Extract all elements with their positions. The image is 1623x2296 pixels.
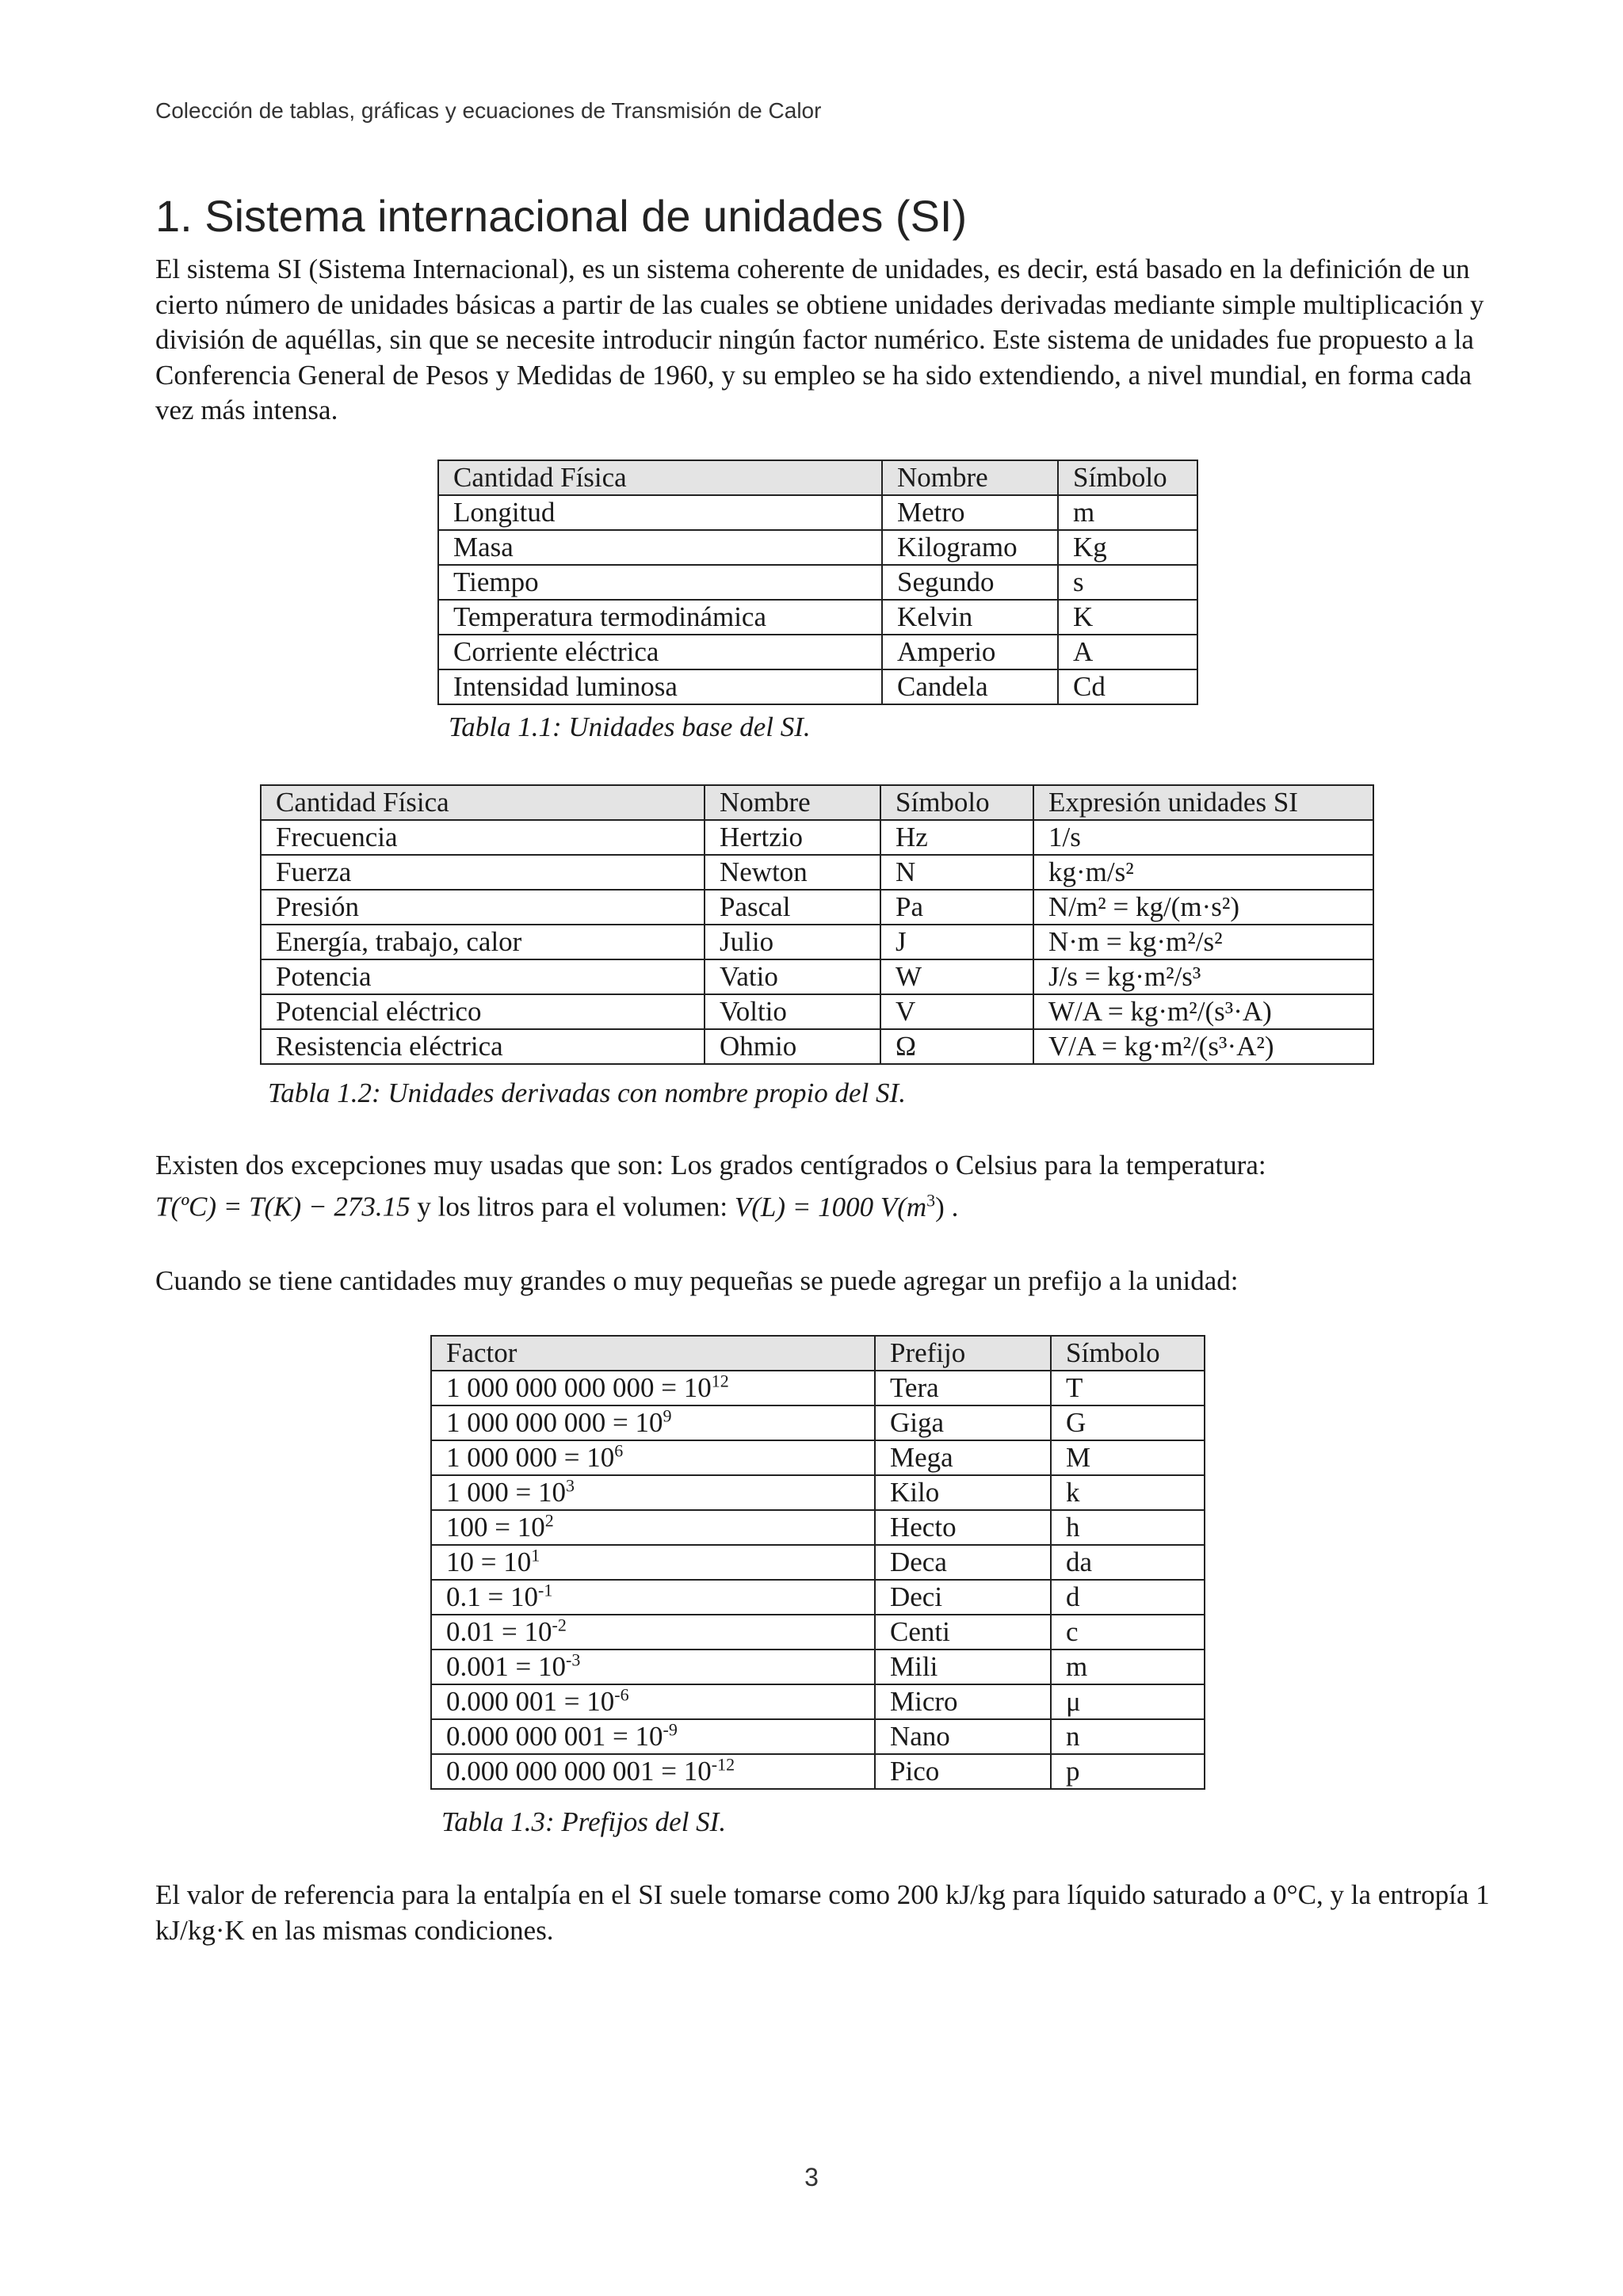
factor-base: 0.000 000 000 001 = 10 xyxy=(446,1756,712,1787)
factor-base: 1 000 000 000 000 = 10 xyxy=(446,1372,712,1403)
symbol-cell: M xyxy=(1051,1440,1205,1475)
table-header-row xyxy=(438,460,1197,495)
symbol-cell: Kg xyxy=(1058,530,1197,565)
factor-cell xyxy=(431,1475,875,1510)
column-header: Expresión unidades SI xyxy=(1033,785,1373,820)
factor-cell xyxy=(431,1684,875,1719)
name-cell: Voltio xyxy=(705,994,880,1029)
table-row xyxy=(261,925,1373,959)
factor-exponent: 12 xyxy=(711,1371,729,1391)
factor-base: 10 = 10 xyxy=(446,1547,532,1577)
quantity-cell: Tiempo xyxy=(438,565,882,600)
table-row xyxy=(438,600,1197,635)
table-row xyxy=(431,1440,1205,1475)
factor-base: 1 000 000 000 = 10 xyxy=(446,1407,663,1438)
prefix-cell: Kilo xyxy=(875,1475,1051,1510)
table-row xyxy=(438,635,1197,669)
running-header: Colección de tablas, gráficas y ecuaciones de Transmisión de Calor xyxy=(155,98,822,123)
symbol-cell: A xyxy=(1058,635,1197,669)
symbol-cell: T xyxy=(1051,1371,1205,1405)
name-cell: Julio xyxy=(705,925,880,959)
name-cell: Candela xyxy=(882,669,1058,704)
symbol-cell: Cd xyxy=(1058,669,1197,704)
derived-units-table xyxy=(260,784,1374,1065)
factor-exponent: 9 xyxy=(663,1405,672,1426)
symbol-cell: W xyxy=(880,959,1033,994)
expression-cell: kg·m/s² xyxy=(1033,855,1373,890)
name-cell: Ohmio xyxy=(705,1029,880,1064)
table-row xyxy=(261,1029,1373,1064)
expression-cell: N·m = kg·m²/s² xyxy=(1033,925,1373,959)
table-row xyxy=(261,890,1373,925)
factor-exponent: -9 xyxy=(663,1719,678,1740)
column-header: Símbolo xyxy=(1058,460,1197,495)
quantity-cell: Corriente eléctrica xyxy=(438,635,882,669)
column-header: Cantidad Física xyxy=(438,460,882,495)
factor-cell xyxy=(431,1754,875,1789)
symbol-cell: μ xyxy=(1051,1684,1205,1719)
column-header: Símbolo xyxy=(1051,1336,1205,1371)
name-cell: Newton xyxy=(705,855,880,890)
prefix-cell: Mega xyxy=(875,1440,1051,1475)
table-row xyxy=(438,669,1197,704)
table-row xyxy=(261,820,1373,855)
factor-exponent: 3 xyxy=(566,1475,575,1496)
reference-paragraph: El valor de referencia para la entalpía en el SI suele tomarse como 200 kJ/kg para líquido saturado a 0°C, y la entropía 1 kJ/kg·K en las mismas condiciones. xyxy=(155,1879,1490,1946)
name-cell: Vatio xyxy=(705,959,880,994)
expression-cell: 1/s xyxy=(1033,820,1373,855)
prefix-cell: Nano xyxy=(875,1719,1051,1754)
factor-cell xyxy=(431,1510,875,1545)
prefix-cell: Micro xyxy=(875,1684,1051,1719)
factor-cell xyxy=(431,1580,875,1615)
symbol-cell: Hz xyxy=(880,820,1033,855)
liter-equation-close: ) . xyxy=(935,1191,959,1222)
quantity-cell: Longitud xyxy=(438,495,882,530)
expression-cell: N/m² = kg/(m·s²) xyxy=(1033,890,1373,925)
table-row xyxy=(261,959,1373,994)
base-units-table xyxy=(437,460,1198,705)
expression-cell: W/A = kg·m²/(s³·A) xyxy=(1033,994,1373,1029)
exceptions-connector: y los litros para el volumen: xyxy=(417,1191,728,1222)
liter-equation xyxy=(735,1192,959,1222)
symbol-cell: p xyxy=(1051,1754,1205,1789)
factor-base: 0.1 = 10 xyxy=(446,1581,538,1612)
column-header: Nombre xyxy=(705,785,880,820)
table-row xyxy=(431,1719,1205,1754)
expression-cell: J/s = kg·m²/s³ xyxy=(1033,959,1373,994)
symbol-cell: K xyxy=(1058,600,1197,635)
symbol-cell: V xyxy=(880,994,1033,1029)
name-cell: Amperio xyxy=(882,635,1058,669)
name-cell: Hertzio xyxy=(705,820,880,855)
symbol-cell: m xyxy=(1051,1650,1205,1684)
expression-cell: V/A = kg·m²/(s³·A²) xyxy=(1033,1029,1373,1064)
table-row xyxy=(431,1371,1205,1405)
table-row xyxy=(438,565,1197,600)
table-row xyxy=(431,1684,1205,1719)
quantity-cell: Frecuencia xyxy=(261,820,705,855)
prefixes-table xyxy=(430,1335,1205,1790)
name-cell: Kelvin xyxy=(882,600,1058,635)
prefix-cell: Pico xyxy=(875,1754,1051,1789)
page-number: 3 xyxy=(804,2163,819,2191)
factor-cell xyxy=(431,1405,875,1440)
name-cell: Kilogramo xyxy=(882,530,1058,565)
name-cell: Segundo xyxy=(882,565,1058,600)
name-cell: Metro xyxy=(882,495,1058,530)
table-row xyxy=(438,495,1197,530)
symbol-cell: G xyxy=(1051,1405,1205,1440)
factor-exponent: 2 xyxy=(544,1510,554,1531)
table-row xyxy=(438,530,1197,565)
factor-exponent: -3 xyxy=(566,1650,581,1670)
symbol-cell: d xyxy=(1051,1580,1205,1615)
factor-cell xyxy=(431,1650,875,1684)
table-caption: Tabla 1.2: Unidades derivadas con nombre propio del SI. xyxy=(268,1077,906,1108)
table-row xyxy=(431,1510,1205,1545)
symbol-cell: s xyxy=(1058,565,1197,600)
factor-exponent: -2 xyxy=(552,1615,567,1635)
liter-equation-exponent: 3 xyxy=(926,1190,936,1210)
factor-exponent: -12 xyxy=(711,1754,735,1775)
table-row xyxy=(431,1615,1205,1650)
column-header: Factor xyxy=(431,1336,875,1371)
symbol-cell: Pa xyxy=(880,890,1033,925)
symbol-cell: m xyxy=(1058,495,1197,530)
factor-exponent: -6 xyxy=(614,1684,629,1705)
symbol-cell: h xyxy=(1051,1510,1205,1545)
table-row xyxy=(431,1545,1205,1580)
table-header-row xyxy=(261,785,1373,820)
liter-equation-base: V(L) = 1000 V(m xyxy=(734,1191,927,1222)
symbol-cell: k xyxy=(1051,1475,1205,1510)
table-row xyxy=(261,994,1373,1029)
quantity-cell: Potencia xyxy=(261,959,705,994)
factor-cell xyxy=(431,1371,875,1405)
table-row xyxy=(431,1475,1205,1510)
prefix-cell: Deci xyxy=(875,1580,1051,1615)
factor-base: 0.000 000 001 = 10 xyxy=(446,1721,663,1752)
prefix-intro-text: Cuando se tiene cantidades muy grandes o muy pequeñas se puede agregar un prefijo a la unidad: xyxy=(155,1265,1239,1296)
exceptions-equations xyxy=(155,1183,958,1225)
quantity-cell: Masa xyxy=(438,530,882,565)
factor-cell xyxy=(431,1615,875,1650)
factor-base: 1 000 000 = 10 xyxy=(446,1442,615,1473)
quantity-cell: Energía, trabajo, calor xyxy=(261,925,705,959)
table-row xyxy=(261,855,1373,890)
prefix-cell: Hecto xyxy=(875,1510,1051,1545)
symbol-cell: da xyxy=(1051,1545,1205,1580)
prefix-cell: Deca xyxy=(875,1545,1051,1580)
table-row xyxy=(431,1650,1205,1684)
quantity-cell: Temperatura termodinámica xyxy=(438,600,882,635)
factor-exponent: -1 xyxy=(538,1580,553,1600)
factor-cell xyxy=(431,1440,875,1475)
column-header: Prefijo xyxy=(875,1336,1051,1371)
table-caption: Tabla 1.1: Unidades base del SI. xyxy=(449,711,811,742)
prefix-cell: Giga xyxy=(875,1405,1051,1440)
column-header: Cantidad Física xyxy=(261,785,705,820)
factor-base: 100 = 10 xyxy=(446,1512,545,1543)
factor-cell xyxy=(431,1719,875,1754)
symbol-cell: Ω xyxy=(880,1029,1033,1064)
prefix-cell: Centi xyxy=(875,1615,1051,1650)
name-cell: Pascal xyxy=(705,890,880,925)
factor-base: 0.000 001 = 10 xyxy=(446,1686,615,1717)
symbol-cell: n xyxy=(1051,1719,1205,1754)
factor-cell xyxy=(431,1545,875,1580)
symbol-cell: N xyxy=(880,855,1033,890)
intro-paragraph: El sistema SI (Sistema Internacional), es un sistema coherente de unidades, es decir, está basado en la definición de un cierto número de unidades básicas a partir de las cuales se obtiene unidades derivadas mediante simple multiplicación y división de aquéllas, sin que se necesite introducir ningún factor numérico. Este sistema de unidades fue propuesto a la Conferencia General de Pesos y Medidas de 1960, y su empleo se ha sido extendiendo, a nivel mundial, en forma cada vez más intensa. xyxy=(155,254,1484,425)
quantity-cell: Presión xyxy=(261,890,705,925)
factor-base: 0.001 = 10 xyxy=(446,1651,566,1682)
factor-base: 0.01 = 10 xyxy=(446,1616,552,1647)
section-title: 1. Sistema internacional de unidades (SI) xyxy=(155,191,968,241)
exceptions-text: Existen dos excepciones muy usadas que son: Los grados centígrados o Celsius para la temperatura: xyxy=(155,1150,1266,1180)
column-header: Nombre xyxy=(882,460,1058,495)
table-caption: Tabla 1.3: Prefijos del SI. xyxy=(441,1806,727,1837)
factor-exponent: 6 xyxy=(614,1440,624,1461)
prefix-cell: Tera xyxy=(875,1371,1051,1405)
table-header-row xyxy=(431,1336,1205,1371)
table-row xyxy=(431,1754,1205,1789)
symbol-cell: c xyxy=(1051,1615,1205,1650)
prefix-cell: Mili xyxy=(875,1650,1051,1684)
table-row xyxy=(431,1405,1205,1440)
quantity-cell: Potencial eléctrico xyxy=(261,994,705,1029)
symbol-cell: J xyxy=(880,925,1033,959)
factor-base: 1 000 = 10 xyxy=(446,1477,566,1508)
quantity-cell: Resistencia eléctrica xyxy=(261,1029,705,1064)
celsius-equation: T(ºC) = T(K) − 273.15 xyxy=(155,1191,411,1222)
factor-exponent: 1 xyxy=(531,1545,540,1566)
column-header: Símbolo xyxy=(880,785,1033,820)
quantity-cell: Fuerza xyxy=(261,855,705,890)
table-row xyxy=(431,1580,1205,1615)
quantity-cell: Intensidad luminosa xyxy=(438,669,882,704)
